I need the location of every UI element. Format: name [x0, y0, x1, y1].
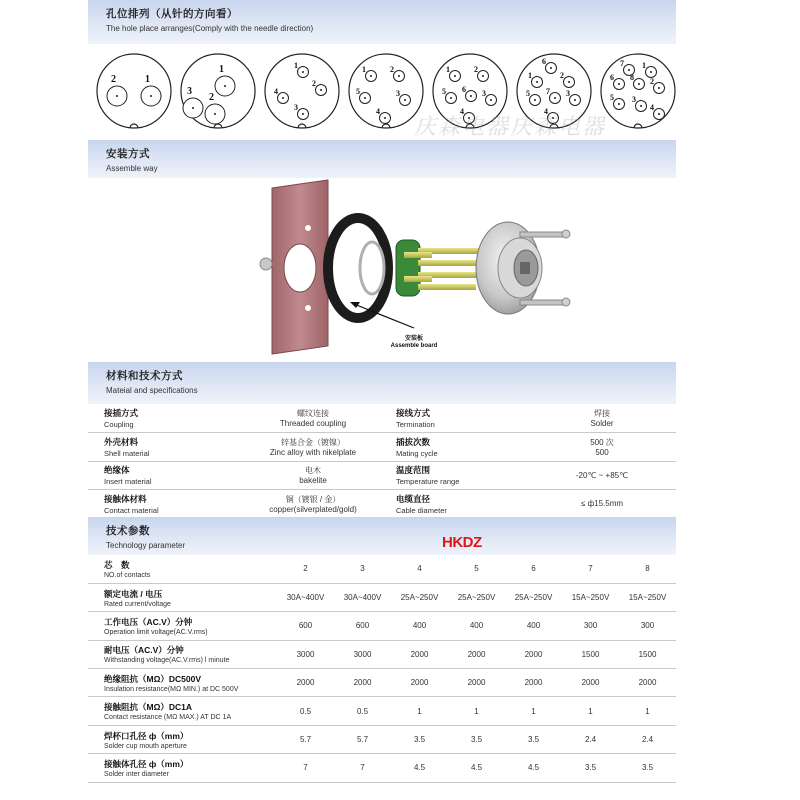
pin-number-label: 3 [482, 89, 486, 98]
param-label-en: Solder inter diameter [104, 770, 169, 778]
param-value-cell: 2000 [524, 678, 543, 688]
assemble-board-label-cn: 安装板 [404, 336, 423, 342]
spec-left-label [88, 490, 238, 519]
pin-center-dot [490, 99, 492, 101]
pin-number-label: 2 [312, 79, 316, 88]
holes-title: 孔位排列（从针的方向看） [106, 8, 238, 20]
pin-center-dot [398, 75, 400, 77]
spec-value-line: 锌基合金（镀镍） [281, 437, 345, 447]
pin-center-dot [658, 113, 660, 115]
pin-center-dot [320, 89, 322, 91]
spec-value-line: ≤ ф15.5mm [580, 499, 624, 509]
spec-right-value [528, 404, 676, 433]
param-value-cell: 6 [531, 564, 536, 574]
pin-center-dot [150, 95, 152, 97]
param-value-cell: 300 [583, 621, 598, 631]
spec-table [88, 404, 676, 519]
param-row [88, 754, 676, 782]
spec-left-label-cn: 外壳材料 [104, 436, 139, 447]
param-label [88, 669, 277, 697]
spec-value-line: 螺纹连接 [297, 409, 329, 418]
param-value-cell: 1 [531, 706, 536, 716]
param-label-cn: 焊杯口孔径 ф（mm） [104, 730, 189, 741]
param-label-en: NO.of contacts [104, 571, 151, 579]
spec-right-label-cn: 温度范围 [396, 465, 431, 476]
pin-number-label: 3 [294, 103, 298, 112]
pin-center-dot [550, 67, 552, 69]
spec-value-line: bakelite [299, 476, 327, 486]
param-value-cell: 5.7 [356, 735, 369, 745]
param-value-cell: 15A~250V [628, 593, 667, 603]
spec-right-label-en: Cable diameter [396, 505, 447, 515]
pin-number-label: 3 [396, 89, 400, 98]
param-value-cell: 4 [417, 564, 422, 574]
spec-right-label [388, 404, 528, 433]
spec-right-label-cn: 插拔次数 [396, 436, 431, 447]
spec-left-label-cn: 绝缘体 [104, 465, 130, 476]
param-value-cell: 3.5 [641, 763, 654, 773]
param-value-cell: 3 [360, 564, 365, 574]
param-label [88, 612, 277, 640]
param-value-cell: 5 [474, 564, 479, 574]
param-label-en: Insulation resistance(MΩ MIN.) at DC 500V [104, 685, 239, 693]
param-label [88, 697, 277, 725]
spec-right-label-en: Mating cycle [396, 448, 438, 458]
param-label-cn: 接触阻抗（MΩ）DC1A [104, 702, 193, 713]
pin-number-label: 2 [650, 77, 654, 86]
pin-number-label: 1 [294, 61, 298, 70]
pin-number-label: 5 [526, 89, 530, 98]
spec-left-label-en: Coupling [104, 420, 134, 429]
pin-center-dot [282, 97, 284, 99]
brand-logo-text: HKDZ [442, 534, 482, 551]
param-row [88, 612, 676, 640]
param-value-cell: 25A~250V [514, 593, 553, 603]
pin-number-label: 4 [460, 107, 464, 116]
pin-number-label: 4 [544, 107, 548, 116]
pin-center-dot [534, 99, 536, 101]
datasheet-page [88, 0, 676, 800]
param-value-cell: 1 [588, 706, 593, 716]
assemble-board-label [374, 336, 454, 350]
param-value-cell: 3.5 [470, 735, 483, 745]
param-value-cell: 4.5 [470, 763, 483, 773]
pin-center-dot [224, 85, 226, 87]
spec-value-line: copper(silverplated/gold) [269, 504, 357, 514]
spec-right-value [528, 433, 676, 462]
hole-diagram-2-pin [95, 50, 173, 132]
param-label-en: Operation limit voltage(AC.V.rms) [104, 628, 208, 636]
pin-center-dot [116, 95, 118, 97]
spec-value-line: Zinc alloy with nikelplate [269, 447, 357, 457]
pin-center-dot [658, 87, 660, 89]
param-value-cell: 600 [298, 621, 313, 631]
pin-center-dot [536, 81, 538, 83]
param-table [88, 555, 676, 783]
assembly-illustration [88, 178, 676, 360]
param-value-cell: 30A~400V [343, 593, 382, 603]
param-value-cell: 3000 [296, 649, 315, 659]
param-label [88, 555, 277, 583]
param-value-cell: 0.5 [299, 706, 312, 716]
param-value-cell: 2000 [581, 678, 600, 688]
pin-number-label: 8 [630, 73, 634, 82]
pin-center-dot [302, 113, 304, 115]
param-value-cell: 2000 [467, 678, 486, 688]
spec-left-value [238, 490, 388, 519]
spec-right-value [528, 490, 676, 519]
param-value-cell: 7 [303, 763, 308, 773]
assembly-section-header [88, 140, 676, 178]
param-value-cell: 2.4 [641, 735, 654, 745]
param-value-cell: 400 [469, 621, 484, 631]
param-row [88, 583, 676, 611]
holes-section-header [88, 0, 676, 44]
pin-number-label: 2 [111, 74, 116, 85]
pin-number-label: 2 [560, 71, 564, 80]
spec-right-label-cn: 接线方式 [396, 408, 431, 418]
param-row [88, 640, 676, 668]
param-value-cell: 5.7 [299, 735, 312, 745]
param-value-cell: 25A~250V [400, 593, 439, 603]
pin-number-label: 2 [390, 65, 394, 74]
spec-value-line: Solder [590, 419, 614, 428]
pin-number-label: 1 [219, 64, 224, 75]
param-value-cell: 2000 [296, 678, 315, 688]
param-value-cell: 30A~400V [286, 593, 325, 603]
spec-right-label-cn: 电缆直径 [396, 493, 431, 504]
param-label [88, 725, 277, 753]
param-value-cell: 0.5 [356, 706, 369, 716]
param-value-cell: 2000 [353, 678, 372, 688]
pin-number-label: 1 [145, 74, 150, 85]
param-value-cell: 2000 [638, 678, 657, 688]
pin-number-label: 5 [610, 93, 614, 102]
lock-ring [360, 242, 384, 294]
assembly-subtitle: Assemble way [106, 164, 158, 173]
param-label-en: Withstanding voltage(AC.V.rms) l minute [104, 657, 230, 665]
pin-number-label: 1 [642, 61, 646, 70]
param-value-cell: 400 [526, 621, 541, 631]
spec-value-line: Threaded coupling [279, 419, 347, 428]
pin-number-label: 5 [442, 87, 446, 96]
param-value-cell: 2000 [524, 649, 543, 659]
param-label-en: Solder cup mouth aperture [104, 742, 187, 750]
param-label-en: Rated current/voltage [104, 600, 171, 608]
param-label-en: Contact resistance (MΩ MAX.) AT DC 1A [104, 714, 232, 722]
param-value-cell: 1 [474, 706, 479, 716]
param-value-cell: 3.5 [527, 735, 540, 745]
param-value-cell: 400 [412, 621, 427, 631]
pin-number-label: 7 [620, 59, 624, 68]
pin-center-dot [574, 99, 576, 101]
pin-center-dot [302, 71, 304, 73]
pin-number-label: 1 [528, 71, 532, 80]
param-table-body [88, 555, 676, 782]
spec-left-label-en: Insert material [104, 477, 152, 487]
param-value-cell: 2000 [410, 649, 429, 659]
pin-number-label: 1 [446, 65, 450, 74]
pin-number-label: 4 [376, 107, 380, 116]
param-value-cell: 2000 [467, 649, 486, 659]
param-value-cell: 2000 [410, 678, 429, 688]
param-value-cell: 1500 [638, 649, 657, 659]
param-row [88, 669, 676, 697]
param-row [88, 725, 676, 753]
hole-diagram-8-pin [599, 50, 677, 132]
spec-subtitle: Mateial and specifications [106, 386, 198, 395]
param-label-cn: 绝缘阻抗（MΩ）DC500V [104, 673, 202, 684]
param-row [88, 555, 676, 583]
spec-row [88, 490, 676, 519]
pin-number-label: 6 [610, 73, 614, 82]
assembly-title: 安装方式 [106, 148, 150, 160]
spec-right-label-en: Termination [396, 420, 435, 429]
spec-left-value [238, 404, 388, 433]
spec-left-label-en: Contact material [104, 505, 159, 515]
param-value-cell: 8 [645, 564, 650, 574]
pin-center-dot [214, 113, 216, 115]
spec-value-line: 铜（镀银 / 金） [285, 494, 341, 504]
param-value-cell: 2 [303, 564, 308, 574]
watermark-text: 庆森电器庆森电器 [414, 115, 607, 140]
spec-right-value [528, 461, 676, 490]
spec-left-value [238, 461, 388, 490]
pin-number-label: 5 [356, 87, 360, 96]
param-label-cn: 耐电压（AC.V）分钟 [104, 645, 184, 656]
spec-value-line: 500 [595, 447, 609, 457]
assembly-drawing [88, 178, 676, 360]
param-value-cell: 4.5 [413, 763, 426, 773]
mounting-plate [260, 180, 328, 354]
pin-number-label: 6 [542, 57, 546, 66]
spec-left-label-en: Shell material [104, 448, 150, 458]
pin-number-label: 2 [474, 65, 478, 74]
pin-center-dot [628, 69, 630, 71]
pin-center-dot [364, 97, 366, 99]
param-subtitle: Technology parameter [106, 541, 186, 550]
spec-left-value [238, 433, 388, 462]
pin-center-dot [482, 75, 484, 77]
pin-number-label: 3 [632, 95, 636, 104]
param-value-cell: 7 [360, 763, 365, 773]
pin-center-dot [618, 103, 620, 105]
pin-center-dot [554, 97, 556, 99]
pin-number-label: 7 [546, 87, 550, 96]
pin-number-label: 3 [566, 89, 570, 98]
param-label-cn: 芯 数 [104, 559, 130, 570]
pin-center-dot [470, 95, 472, 97]
param-value-cell: 1500 [581, 649, 600, 659]
param-value-cell: 2.4 [584, 735, 597, 745]
pin-number-label: 4 [274, 87, 278, 96]
param-title: 技术参数 [106, 525, 150, 537]
spec-left-label-cn: 接触体材料 [104, 493, 147, 504]
param-section-header [88, 517, 676, 555]
spec-left-label [88, 404, 238, 433]
param-label-cn: 工作电压（AC.V）分钟 [104, 616, 193, 627]
spec-value-line: 电木 [305, 466, 321, 476]
pin-center-dot [370, 75, 372, 77]
contact-insert [396, 240, 488, 296]
param-label [88, 640, 277, 668]
spec-left-label-cn: 接插方式 [104, 408, 139, 418]
spec-right-label-en: Temperature range [396, 477, 460, 487]
spec-left-label [88, 433, 238, 462]
hole-diagram-4-pin [263, 50, 341, 132]
pin-center-dot [192, 107, 194, 109]
pin-center-dot [650, 71, 652, 73]
param-value-cell: 3.5 [584, 763, 597, 773]
param-value-cell: 1 [417, 706, 422, 716]
param-value-cell: 300 [640, 621, 655, 631]
param-value-cell: 1 [645, 706, 650, 716]
spec-left-label [88, 461, 238, 490]
spec-title: 材料和技术方式 [106, 370, 183, 382]
assemble-board-label-en: Assemble board [390, 343, 438, 349]
spec-right-label [388, 433, 528, 462]
hole-diagrams-row [88, 44, 676, 140]
pin-number-label: 3 [187, 86, 192, 97]
pin-number-label: 4 [650, 103, 654, 112]
param-value-cell: 4.5 [527, 763, 540, 773]
pin-center-dot [640, 105, 642, 107]
holes-subtitle: The hole place arranges(Comply with the needle direction) [106, 24, 314, 33]
spec-right-label [388, 461, 528, 490]
pin-center-dot [618, 83, 620, 85]
spec-row [88, 461, 676, 490]
spec-row [88, 433, 676, 462]
param-label [88, 583, 277, 611]
spec-value-line: 焊接 [594, 409, 610, 418]
pin-center-dot [568, 81, 570, 83]
spec-value-line: -20℃ ~ +85℃ [575, 470, 629, 480]
param-label [88, 754, 277, 782]
pin-number-label: 2 [209, 92, 214, 103]
param-value-cell: 25A~250V [457, 593, 496, 603]
spec-section-header [88, 362, 676, 404]
param-label-cn: 额定电流 / 电压 [104, 588, 163, 599]
param-value-cell: 3.5 [413, 735, 426, 745]
spec-table-body [88, 404, 676, 518]
param-value-cell: 15A~250V [571, 593, 610, 603]
connector-socket [476, 222, 570, 314]
param-label-cn: 接触体孔径 ф（mm） [104, 758, 189, 769]
pin-center-dot [450, 97, 452, 99]
pin-number-label: 1 [362, 65, 366, 74]
pin-center-dot [384, 117, 386, 119]
spec-right-label [388, 490, 528, 519]
pin-center-dot [638, 83, 640, 85]
pin-center-dot [454, 75, 456, 77]
hole-diagram-3-pin [179, 50, 257, 132]
spec-value-line: 500 次 [590, 437, 614, 447]
spec-row [88, 404, 676, 433]
param-value-cell: 600 [355, 621, 370, 631]
pin-center-dot [404, 99, 406, 101]
param-value-cell: 7 [588, 564, 593, 574]
pin-number-label: 6 [462, 85, 466, 94]
param-row [88, 697, 676, 725]
param-value-cell: 3000 [353, 649, 372, 659]
